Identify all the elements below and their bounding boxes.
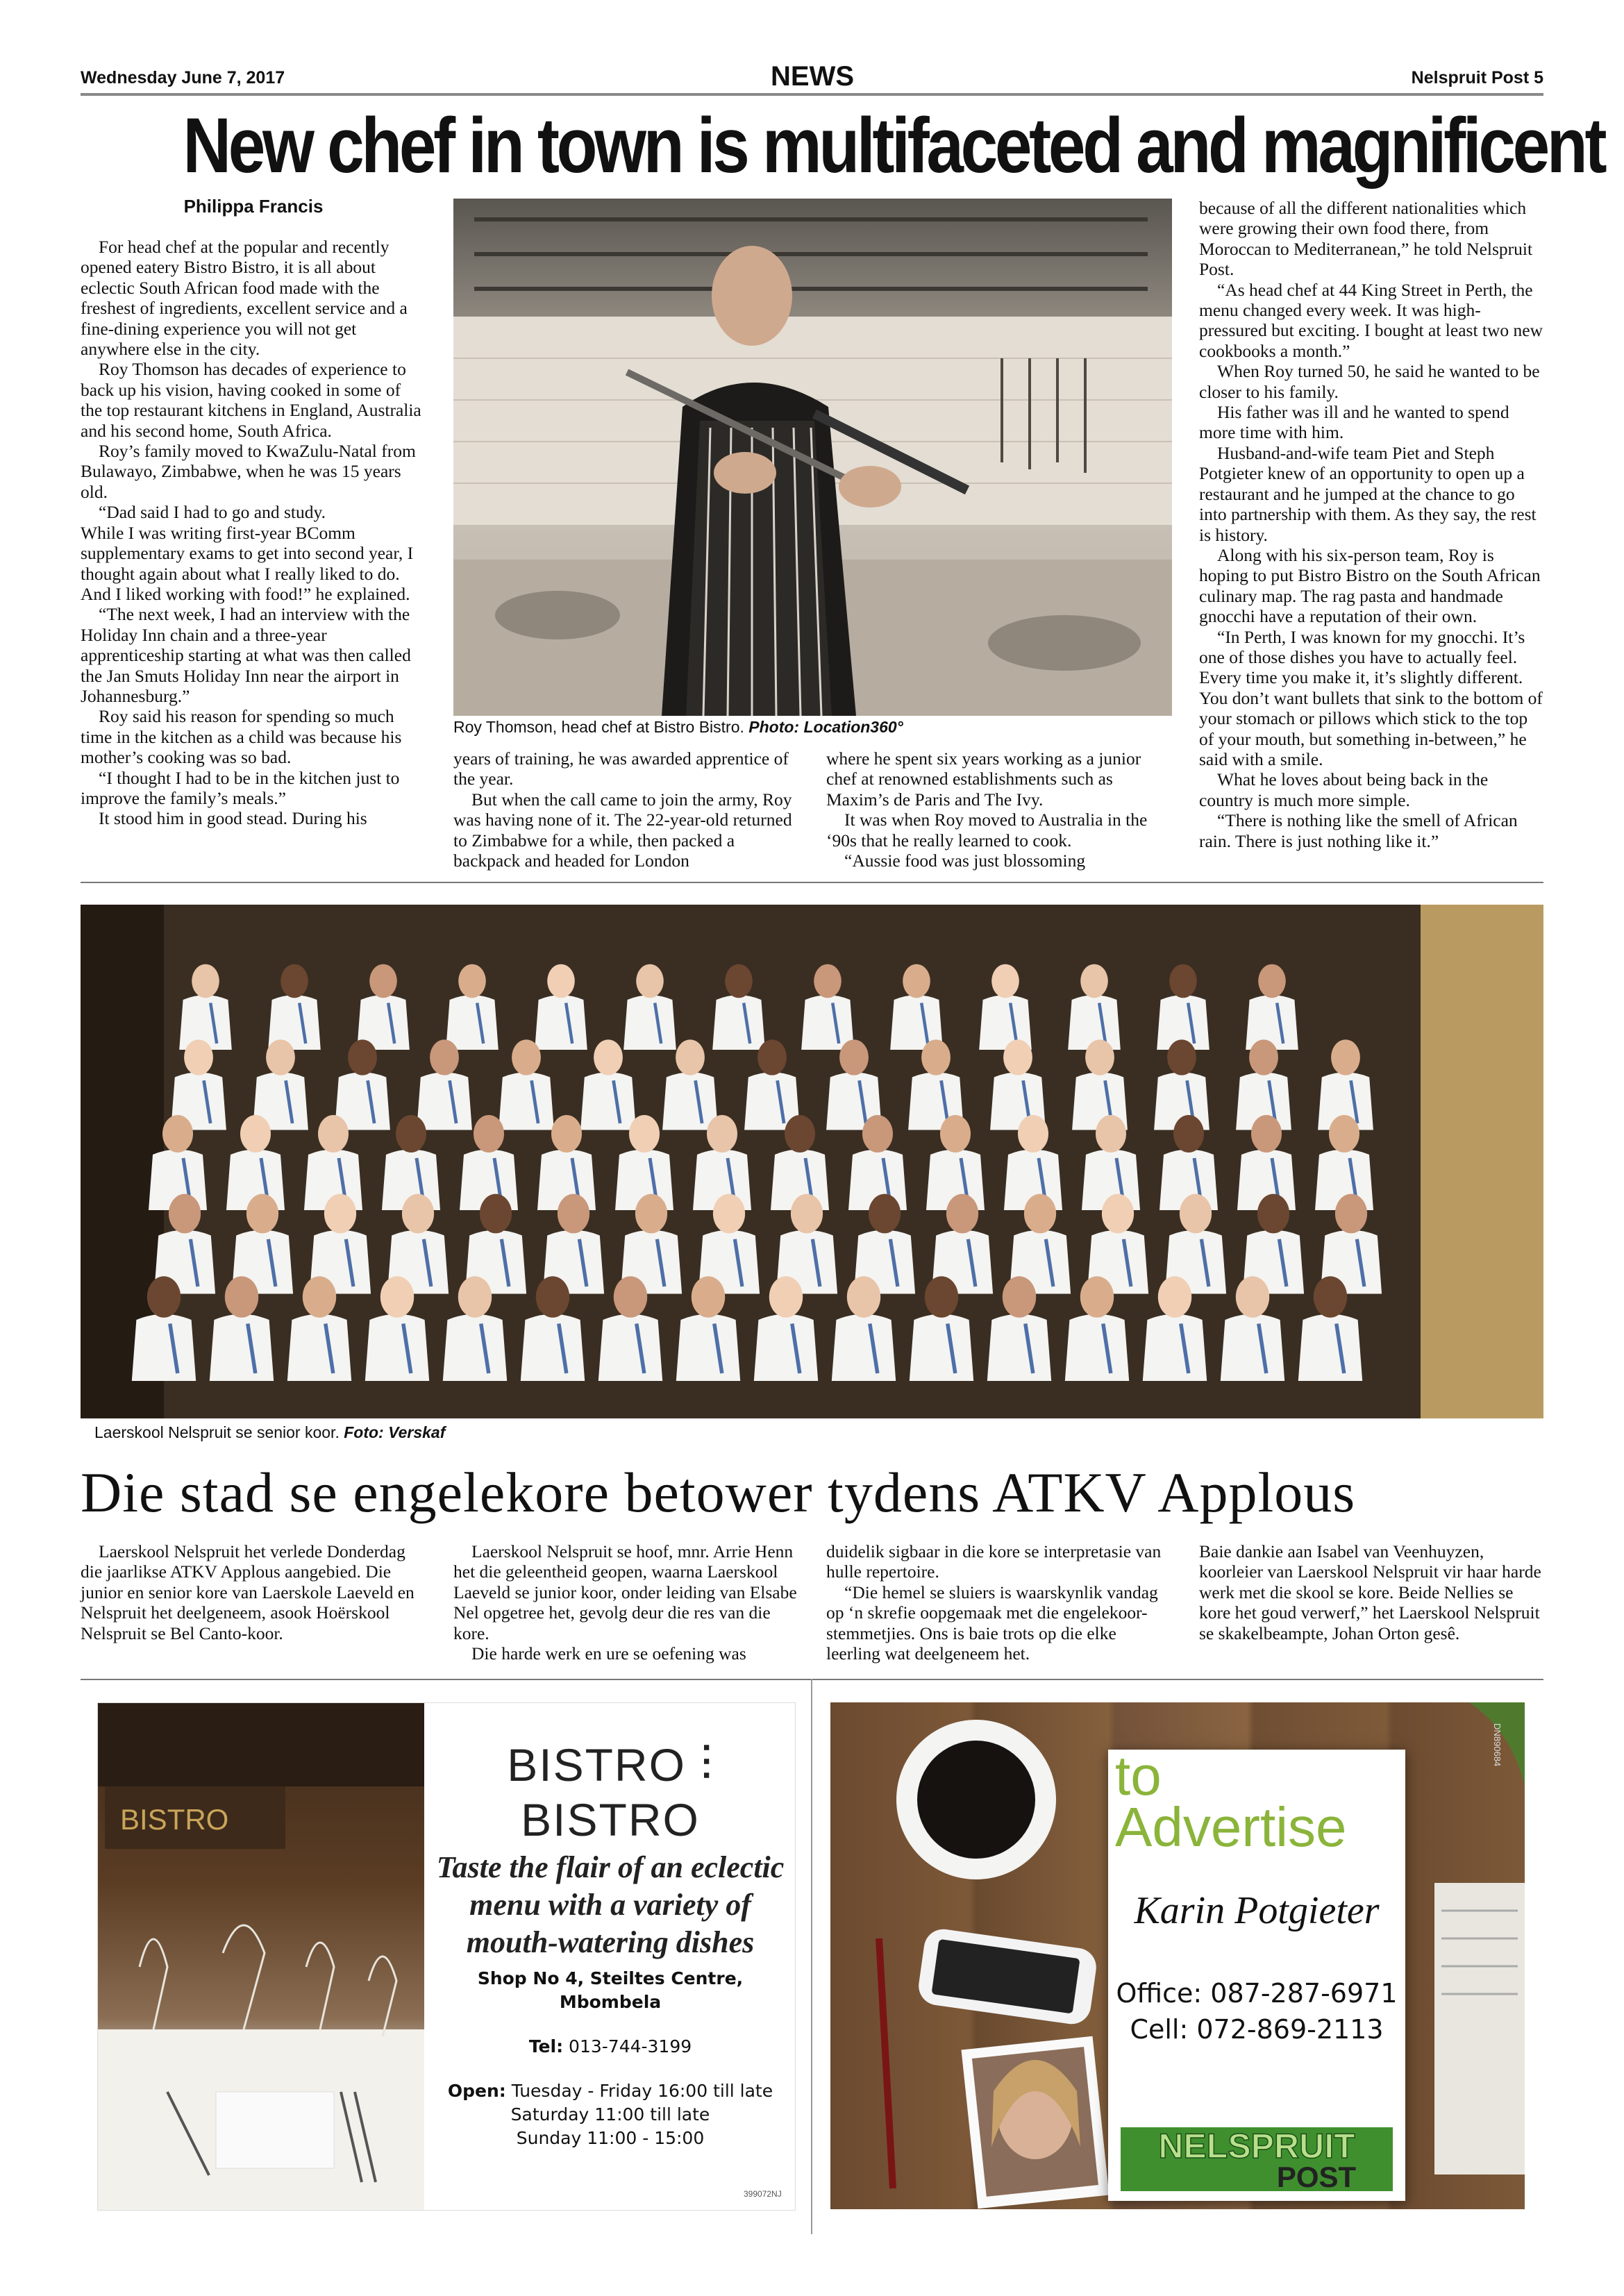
article-column-2 — [453, 748, 799, 871]
choir-member-shirt — [210, 1314, 274, 1381]
choir-member-head — [1180, 1194, 1212, 1234]
choir-photo — [81, 905, 1543, 1418]
hours-weekday: Tuesday - Friday 16:00 till late — [511, 2081, 773, 2101]
column-divider — [811, 1679, 812, 2234]
choir-member-head — [458, 1276, 492, 1317]
fork-knife-icon: ⫶ — [700, 1737, 714, 1791]
address-line: Mbombela — [559, 1992, 662, 2012]
choir-member-head — [707, 1115, 737, 1153]
tel-number: 013-744-3199 — [569, 2036, 692, 2056]
choir-member-shirt — [1298, 1314, 1362, 1381]
logo-text-right: BISTRO — [521, 1794, 700, 1845]
choir-member-shirt — [443, 1314, 507, 1381]
choir-member-head — [147, 1276, 181, 1317]
paragraph: It stood him in good stead. During his — [99, 808, 367, 829]
choir-member-head — [925, 1276, 958, 1317]
paragraph: Baie dankie aan Isabel van Veenhuyzen, koorleier van Laerskool Nelspruit vir haar harde werk met die skool se kore. Beide Nellies se kore het goud verwerf,” het Laerskool Nelspruit se skakelbeampte, Johan Orton gesê. — [1199, 1541, 1541, 1643]
choir-member-head — [303, 1276, 336, 1317]
choir-member-head — [1018, 1115, 1048, 1153]
choir-member-head — [225, 1276, 258, 1317]
choir-member-head — [1335, 1194, 1367, 1234]
contact-card — [1108, 1745, 1405, 2201]
choir-member-shirt — [598, 1314, 662, 1381]
choir-member-head — [396, 1115, 426, 1153]
article-column-3 — [826, 748, 1172, 871]
choir-member-head — [1096, 1115, 1126, 1153]
photo-credit: Photo: Location360° — [748, 718, 903, 736]
choir-member-shirt — [499, 1072, 554, 1130]
choir-member-head — [547, 964, 575, 998]
cell-number: Cell: 072-869-2113 — [1130, 2014, 1384, 2045]
choir-member-shirt — [580, 1072, 636, 1130]
paragraph: His father was ill and he wanted to spend more time with him. — [1199, 402, 1509, 443]
hours-sunday: Sunday 11:00 - 15:00 — [516, 2128, 705, 2148]
paragraph: But when the call came to join the army, Roy was having none of it. The 22-year-old returned to Zimbabwe for a while, then packed a backpack and headed for London — [453, 789, 792, 871]
choir-member-head — [348, 1039, 377, 1075]
bistro-tagline: Taste the flair of an eclectic menu with a variety of mouth-watering dishes — [436, 1850, 785, 1959]
phone-line — [430, 2035, 791, 2059]
choir-member-head — [629, 1115, 660, 1153]
choir-member-head — [169, 1194, 201, 1234]
choir-member-head — [757, 1039, 787, 1075]
choir-member-shirt — [179, 995, 232, 1050]
choir-member-head — [402, 1194, 434, 1234]
choir-member-head — [676, 1039, 705, 1075]
choir-member-head — [991, 964, 1019, 998]
article-column-1 — [81, 237, 426, 829]
choir-member-head — [635, 1194, 667, 1234]
choir-member-shirt — [132, 1314, 196, 1381]
paragraph: because of all the different nationalities which were growing their own food there, from Moroccan to Mediterranean,” he told Nelspruit Post. — [1199, 198, 1533, 280]
advertise-advert — [830, 1702, 1525, 2209]
bistro-contact-info — [430, 1967, 791, 2150]
choir-member-shirt — [910, 1314, 973, 1381]
choir-member-head — [369, 964, 397, 998]
nelspruit-post-logo — [1108, 2125, 1405, 2194]
choir-member-head — [430, 1039, 459, 1075]
choir-member-head — [725, 964, 753, 998]
choir-member-shirt — [987, 1314, 1051, 1381]
paragraph: “Aussie food was just blossoming — [844, 850, 1086, 871]
article-column-4 — [1199, 198, 1543, 851]
choir-member-shirt — [623, 995, 676, 1050]
bistro-logo — [430, 1736, 791, 1846]
choir-member-head — [903, 964, 930, 998]
paragraph: It was when Roy moved to Australia in the ‘90s that he really learned to cook. — [826, 810, 1148, 850]
choir-member-head — [1257, 1194, 1289, 1234]
choir-member-head — [1167, 1039, 1196, 1075]
page-label: Nelspruit Post 5 — [1411, 68, 1543, 87]
choir-member-head — [862, 1115, 893, 1153]
paragraph: “Die hemel se sluiers is waarskynlik vandag op ‘n skrefie oopgemaak met die engelekoor-stemmetjies. Ons is baie trots op die elke leerling wat deelgeneem het. — [826, 1582, 1158, 1664]
choir-member-head — [1102, 1194, 1134, 1234]
paragraph: “There is nothing like the smell of African rain. There is just nothing like it.” — [1199, 810, 1518, 851]
logo-nelspruit: NELSPRUIT — [1158, 2127, 1355, 2165]
paragraph: What he loves about being back in the country is much more simple. — [1199, 769, 1489, 810]
article-column-2 — [453, 1541, 799, 1664]
restaurant-illustration — [98, 1703, 424, 2210]
choir-member-head — [713, 1194, 745, 1234]
issue-date: Wednesday June 7, 2017 — [81, 68, 285, 87]
choir-member-head — [1236, 1276, 1269, 1317]
paragraph: Die harde werk en ure se oefening was — [471, 1643, 746, 1664]
choir-member-head — [281, 964, 308, 998]
choir-member-shirt — [287, 1314, 351, 1381]
choir-member-head — [636, 964, 664, 998]
paragraph: Husband-and-wife team Piet and Steph Potgieter knew of an opportunity to open up a restaurant and he jumped at the chance to go into partnership with them. As they say, the rest is history. — [1199, 442, 1537, 545]
choir-member-head — [1158, 1276, 1191, 1317]
paragraph: Laerskool Nelspruit het verlede Donderdag die jaarlikse ATKV Applous aangebied. Die junior en senior kore van Laerskole Laeveld en Nelspruit het deelgeneem, asook Hoërskool Nelspruit se Bel Canto-koor. — [81, 1541, 415, 1643]
choir-member-head — [847, 1276, 880, 1317]
choir-member-head — [512, 1039, 541, 1075]
paragraph: years of training, he was awarded apprentice of the year. — [453, 748, 789, 789]
photo-credit: Foto: Verskaf — [344, 1423, 446, 1441]
choir-member-head — [162, 1115, 193, 1153]
section-divider — [81, 882, 1543, 883]
choir-member-head — [318, 1115, 349, 1153]
choir-member-shirt — [712, 995, 765, 1050]
photo-caption — [453, 718, 1172, 737]
choir-member-head — [184, 1039, 213, 1075]
choir-member-head — [614, 1276, 647, 1317]
chef-photo — [453, 199, 1172, 716]
choir-member-shirt — [1246, 995, 1298, 1050]
choir-member-shirt — [365, 1314, 429, 1381]
byline: Philippa Francis — [183, 196, 324, 217]
choir-member-shirt — [1143, 1314, 1207, 1381]
choir-member-head — [940, 1115, 971, 1153]
ad-code: 399072NJ — [744, 2189, 782, 2199]
choir-member-head — [324, 1194, 356, 1234]
section-label: NEWS — [771, 61, 854, 92]
paragraph: When Roy turned 50, he said he wanted to be closer to his family. — [1199, 361, 1540, 402]
choir-member-head — [692, 1276, 725, 1317]
choir-member-shirt — [417, 1072, 472, 1130]
choir-member-head — [192, 964, 219, 998]
choir-member-head — [946, 1194, 978, 1234]
choir-member-shirt — [535, 995, 587, 1050]
chef-photo-illustration — [453, 199, 1172, 716]
choir-member-head — [551, 1115, 582, 1153]
choir-member-head — [1169, 964, 1197, 998]
choir-member-shirt — [521, 1314, 585, 1381]
logo-text-left: BISTRO — [507, 1739, 686, 1791]
choir-member-head — [921, 1039, 951, 1075]
choir-member-shirt — [446, 995, 499, 1050]
choir-member-head — [240, 1115, 271, 1153]
choir-member-shirt — [1065, 1314, 1129, 1381]
choir-member-head — [266, 1039, 295, 1075]
choir-member-head — [458, 964, 486, 998]
choir-member-head — [1329, 1115, 1359, 1153]
caption-text: Roy Thomson, head chef at Bistro Bistro. — [453, 718, 744, 736]
article-column-3 — [826, 1541, 1172, 1664]
choir-member-shirt — [676, 1314, 740, 1381]
photo-caption — [94, 1423, 445, 1442]
ad-code: DN890684 — [1492, 1723, 1502, 1767]
choir-member-shirt — [832, 1314, 896, 1381]
choir-member-shirt — [662, 1072, 718, 1130]
choir-member-head — [785, 1115, 815, 1153]
choir-member-head — [1080, 964, 1108, 998]
article-headline: Die stad se engelekore betower tydens ATKV Applous — [81, 1461, 1356, 1524]
choir-member-head — [1085, 1039, 1114, 1075]
hours-line — [430, 2079, 791, 2103]
paragraph: “I thought I had to be in the kitchen just to improve the family’s meals.” — [81, 767, 400, 808]
paragraph: Roy said his reason for spending so much time in the kitchen as a child was because his mother’s cooking was so bad. — [81, 706, 402, 768]
paragraph: “Dad said I had to go and study. — [99, 502, 326, 523]
choir-member-head — [1173, 1115, 1204, 1153]
choir-member-head — [869, 1194, 901, 1234]
choir-member-head — [1003, 1276, 1036, 1317]
choir-member-shirt — [754, 1314, 818, 1381]
choir-member-head — [1249, 1039, 1278, 1075]
logo-post: POST — [1276, 2161, 1357, 2193]
choir-member-head — [536, 1276, 569, 1317]
paragraph: “As head chef at 44 King Street in Perth, the menu changed every week. It was high-pressured but exciting. I bought at least two new cookbooks a month.” — [1199, 279, 1543, 361]
paragraph: Along with his six-person team, Roy is hoping to put Bistro Bistro on the South African culinary map. The rag pasta and handmade gnocchi have a reputation of their own. — [1199, 544, 1541, 627]
choir-member-head — [558, 1194, 589, 1234]
paragraph: While I was writing first-year BComm supplementary exams to get into second year, I thought again about what I really liked to do. And I liked working with food!” he explained. — [81, 522, 414, 604]
choir-member-head — [1024, 1194, 1056, 1234]
choir-photo-illustration — [81, 905, 1543, 1418]
bistro-advert — [97, 1702, 796, 2211]
caption-text: Laerskool Nelspruit se senior koor. — [94, 1423, 340, 1441]
article-column-1 — [81, 1541, 426, 1643]
choir-member-head — [594, 1039, 623, 1075]
choir-member-head — [246, 1194, 278, 1234]
paragraph: duidelik sigbaar in die kore se interpretasie van hulle repertoire. — [826, 1541, 1162, 1582]
paragraph: “In Perth, I was known for my gnocchi. It’s one of those dishes you have to actually feel. Every time you make it, it’s slightly different. You don’t want bullets that sink to the bottom of your stomach or pillows which stick to the top of your mouth, but something in-between,” he said with a smile. — [1199, 626, 1543, 769]
choir-member-head — [1258, 964, 1286, 998]
paragraph: Roy Thomson has decades of experience to back up his vision, having cooked in some of the top restaurant kitchens in England, Australia and his second home, South Africa. — [81, 359, 421, 441]
choir-member-head — [1251, 1115, 1282, 1153]
restaurant-photo — [98, 1703, 424, 2210]
to-text: to — [1115, 1745, 1162, 1807]
paragraph: “The next week, I had an interview with the Holiday Inn chain and a three-year apprenticeship starting at what was then called the Jan Smuts Holiday Inn near the airport in Johannesburg.” — [81, 604, 411, 706]
choir-member-head — [480, 1194, 512, 1234]
choir-member-head — [791, 1194, 823, 1234]
hours-saturday: Saturday 11:00 till late — [510, 2104, 710, 2125]
paragraph: For head chef at the popular and recently opened eatery Bistro Bistro, it is all about eclectic South African food made with the freshest of ingredients, excellent service and a fine-dining experience you will not get anywhere else in the city. — [81, 237, 408, 360]
paragraph: where he spent six years working as a junior chef at renowned establishments such as Maxim’s de Paris and The Ivy. — [826, 748, 1141, 810]
header-rule — [81, 93, 1543, 96]
choir-member-head — [474, 1115, 504, 1153]
tel-label: Tel: — [528, 2036, 564, 2056]
choir-member-head — [1003, 1039, 1032, 1075]
choir-member-head — [769, 1276, 803, 1317]
choir-member-head — [1331, 1039, 1360, 1075]
choir-member-head — [380, 1276, 414, 1317]
contact-numbers — [1108, 1975, 1405, 2047]
choir-member-head — [839, 1039, 869, 1075]
advertise-text: Advertise — [1115, 1796, 1347, 1858]
office-number: Office: 087-287-6971 — [1116, 1978, 1398, 2009]
article-column-4 — [1199, 1541, 1543, 1643]
bistro-sign: BISTRO — [120, 1803, 229, 1836]
open-label: Open: — [447, 2081, 506, 2101]
choir-member-shirt — [1221, 1314, 1284, 1381]
choir-member-head — [1080, 1276, 1114, 1317]
paragraph: Laerskool Nelspruit se hoof, mnr. Arrie Henn het die geleentheid geopen, waarna Laerskool Laeveld se junior koor, onder leiding van Elsabe Nel opgetree het, gevolg deur die res van die kore. — [453, 1541, 797, 1643]
article-headline: New chef in town is multifaceted and magnificent — [183, 102, 1605, 189]
contact-name: Karin Potgieter — [1134, 1889, 1380, 1932]
choir-member-head — [814, 964, 842, 998]
paragraph: Roy’s family moved to KwaZulu-Natal from Bulawayo, Zimbabwe, when he was 15 years old. — [81, 441, 416, 502]
address-line: Shop No 4, Steiltes Centre, — [477, 1968, 744, 1988]
choir-member-head — [1314, 1276, 1347, 1317]
choir-member-shirt — [801, 995, 854, 1050]
